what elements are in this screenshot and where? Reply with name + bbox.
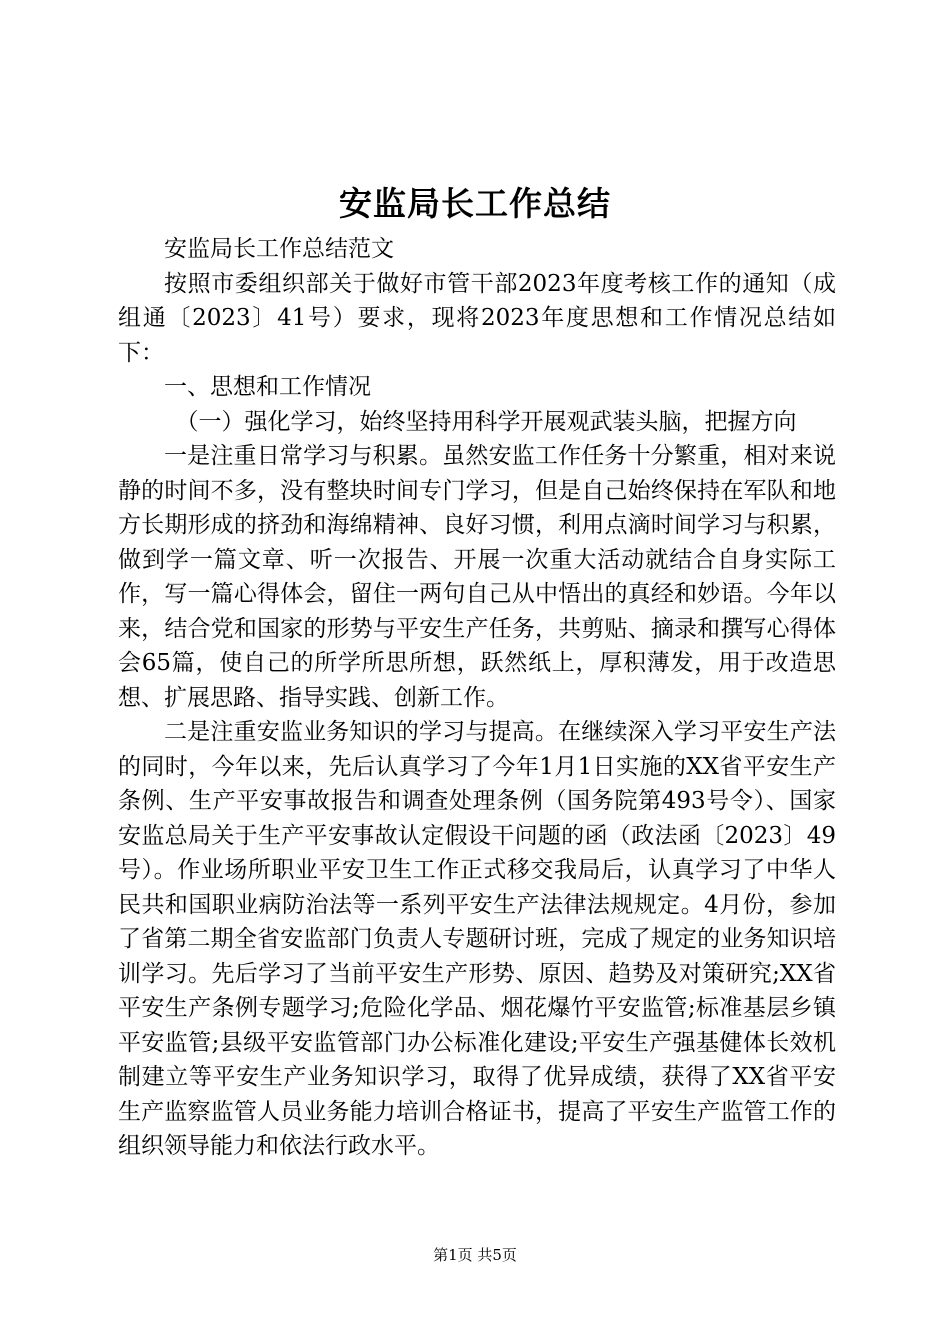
subtitle-paragraph: 安监局长工作总结范文 [164,236,394,262]
subsection-heading: （一）强化学习，始终坚持用科学开展观武装头脑，把握方向 [175,408,797,435]
section-heading: 一、思想和工作情况 [164,374,371,400]
document-title: 安监局长工作总结 [339,184,611,223]
body-paragraph: 二是注重安监业务知识的学习与提高。在继续深入学习平安生产法的同时，今年以来，先后认真学习了今年1月1日实施的XX省平安生产条例、生产平安事故报告和调查处理条例（国务院第493号令）、国家安监总局关于生产平安事故认定假设干问题的函（政法函〔2023〕49号）。作业场所职业平安卫生工作正式移交我局后，认真学习了中华人民共和国职业病防治法等一系列平安生产法律法规规定。4月份，参加了省第二期全省安监部门负责人专题研讨班，完成了规定的业务知识培训学习。先后学习了当前平安生产形势、原因、趋势及对策研究;XX省平安生产条例专题学习;危险化学品、烟花爆竹平安监管;标准基层乡镇平安监管;县级平安监管部门办公标准化建设;平安生产强基健体长效机制建立等平安生产业务知识学习，取得了优异成绩，获得了XX省平安生产监察监管人员业务能力培训合格证书，提高了平安生产监管工作的组织领导能力和依法行政水平。 [118,719,836,1159]
document-body [118,232,836,1164]
body-paragraph: 一是注重日常学习与积累。虽然安监工作任务十分繁重，相对来说静的时间不多，没有整块时间专门学习，但是自己始终保持在军队和地方长期形成的挤劲和海绵精神、良好习惯，利用点滴时间学习与积累，做到学一篇文章、听一次报告、开展一次重大活动就结合自身实际工作，写一篇心得体会，留住一两句自己从中悟出的真经和妙语。今年以来，结合党和国家的形势与平安生产任务，共剪贴、摘录和撰写心得体会65篇，使自己的所学所思所想，跃然纸上，厚积薄发，用于改造思想、扩展思路、指导实践、创新工作。 [118,443,836,711]
intro-paragraph: 按照市委组织部关于做好市管干部2023年度考核工作的通知（成组通〔2023〕41号）要求，现将2023年度思想和工作情况总结如下： [118,270,836,366]
page-number: 第1页 共5页 [433,1246,517,1264]
